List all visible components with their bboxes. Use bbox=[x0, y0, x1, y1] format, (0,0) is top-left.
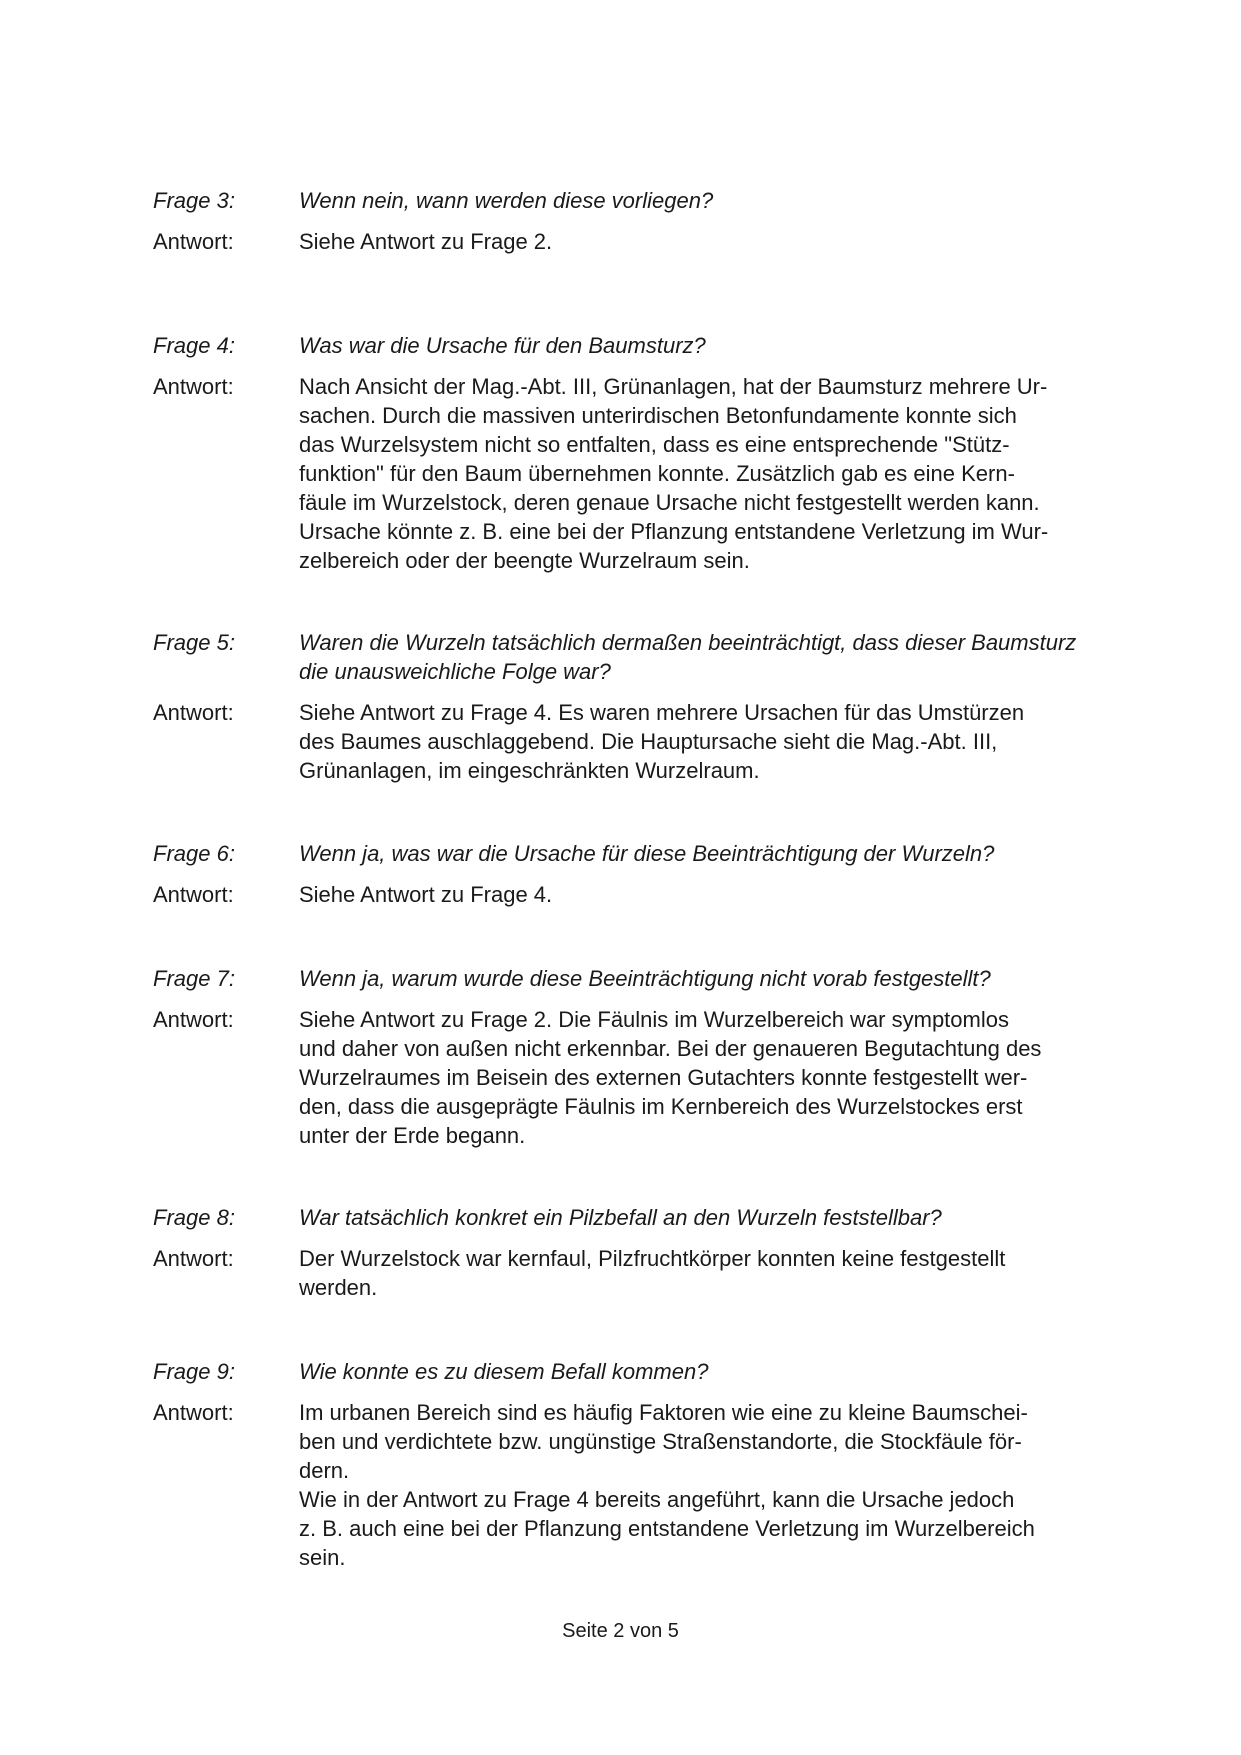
question-label: Frage 3: bbox=[153, 188, 235, 213]
question-text: Wie konnte es zu diesem Befall kommen? bbox=[299, 1359, 709, 1384]
answer-text: Siehe Antwort zu Frage 4. bbox=[299, 882, 553, 907]
question-label: Frage 6: bbox=[153, 841, 235, 866]
question-row bbox=[153, 1357, 1128, 1386]
qa-block-frage-7 bbox=[153, 964, 1128, 1150]
question-text: Waren die Wurzeln tatsächlich dermaßen beeinträchtigt, dass dieser Baumsturz die unausweichliche Folge war? bbox=[299, 630, 1077, 684]
answer-label: Antwort: bbox=[153, 700, 234, 725]
question-row bbox=[153, 628, 1128, 686]
answer-row bbox=[153, 372, 1128, 575]
qa-block-frage-9 bbox=[153, 1357, 1128, 1572]
answer-row bbox=[153, 698, 1128, 785]
question-row bbox=[153, 964, 1128, 993]
question-text: War tatsächlich konkret ein Pilzbefall an den Wurzeln feststellbar? bbox=[299, 1205, 942, 1230]
answer-label: Antwort: bbox=[153, 1007, 234, 1032]
question-text: Wenn ja, warum wurde diese Beeinträchtigung nicht vorab festgestellt? bbox=[299, 966, 991, 991]
answer-row bbox=[153, 227, 1128, 256]
question-label: Frage 4: bbox=[153, 333, 235, 358]
answer-row bbox=[153, 1244, 1128, 1302]
answer-text: Nach Ansicht der Mag.-Abt. III, Grünanlagen, hat der Baumsturz mehrere Ur- sachen. Durch die massiven unterirdischen Betonfundamente konnte sich das Wurzelsystem nicht so entfalten, dass es eine entsprechende "Stütz- funktion" für den Baum übernehmen konnte. Zusätzlich gab es eine Kern- fäule im Wurzelstock, deren genaue Ursache nicht festgestellt werden kann. Ursache könnte z. B. eine bei der Pflanzung entstandene Verletzung im Wur- zelbereich oder der beengte Wurzelraum sein. bbox=[299, 374, 1049, 573]
question-label: Frage 7: bbox=[153, 966, 235, 991]
qa-block-frage-8 bbox=[153, 1203, 1128, 1302]
qa-block-frage-5 bbox=[153, 628, 1128, 785]
answer-label: Antwort: bbox=[153, 1400, 234, 1425]
answer-label: Antwort: bbox=[153, 1246, 234, 1271]
qa-block-frage-3 bbox=[153, 186, 1128, 256]
question-label: Frage 5: bbox=[153, 630, 235, 655]
question-row bbox=[153, 331, 1128, 360]
answer-row bbox=[153, 880, 1128, 909]
answer-label: Antwort: bbox=[153, 882, 234, 907]
qa-block-frage-4 bbox=[153, 331, 1128, 575]
qa-block-frage-6 bbox=[153, 839, 1128, 909]
answer-text: Der Wurzelstock war kernfaul, Pilzfruchtkörper konnten keine festgestellt werden. bbox=[299, 1246, 1006, 1300]
question-row bbox=[153, 839, 1128, 868]
question-text: Was war die Ursache für den Baumsturz? bbox=[299, 333, 706, 358]
question-text: Wenn nein, wann werden diese vorliegen? bbox=[299, 188, 714, 213]
answer-row bbox=[153, 1005, 1128, 1150]
answer-label: Antwort: bbox=[153, 229, 234, 254]
page-number-footer: Seite 2 von 5 bbox=[562, 1620, 679, 1642]
question-text: Wenn ja, was war die Ursache für diese Beeinträchtigung der Wurzeln? bbox=[299, 841, 995, 866]
answer-text: Siehe Antwort zu Frage 2. bbox=[299, 229, 553, 254]
answer-label: Antwort: bbox=[153, 374, 234, 399]
answer-text: Siehe Antwort zu Frage 2. Die Fäulnis im Wurzelbereich war symptomlos und daher von außen nicht erkennbar. Bei der genaueren Begutachtung des Wurzelraumes im Beisein des externen Gutachters konnte festgestellt wer- den, dass die ausgeprägte Fäulnis im Kernbereich des Wurzelstockes erst unter der Erde begann. bbox=[299, 1007, 1042, 1148]
answer-row bbox=[153, 1398, 1128, 1572]
question-label: Frage 8: bbox=[153, 1205, 235, 1230]
question-label: Frage 9: bbox=[153, 1359, 235, 1384]
answer-text: Siehe Antwort zu Frage 4. Es waren mehrere Ursachen für das Umstürzen des Baumes auschlaggebend. Die Hauptursache sieht die Mag.-Abt. III, Grünanlagen, im eingeschränkten Wurzelraum. bbox=[299, 700, 1025, 783]
answer-text: Im urbanen Bereich sind es häufig Faktoren wie eine zu kleine Baumschei- ben und verdichtete bzw. ungünstige Straßenstandorte, die Stockfäule för- dern. Wie in der Antwort zu Frage 4 bereits angeführt, kann die Ursache jedoch z. B. auch eine bei der Pflanzung entstandene Verletzung im Wurzelbereich sein. bbox=[299, 1400, 1035, 1570]
question-row bbox=[153, 186, 1128, 215]
question-row bbox=[153, 1203, 1128, 1232]
